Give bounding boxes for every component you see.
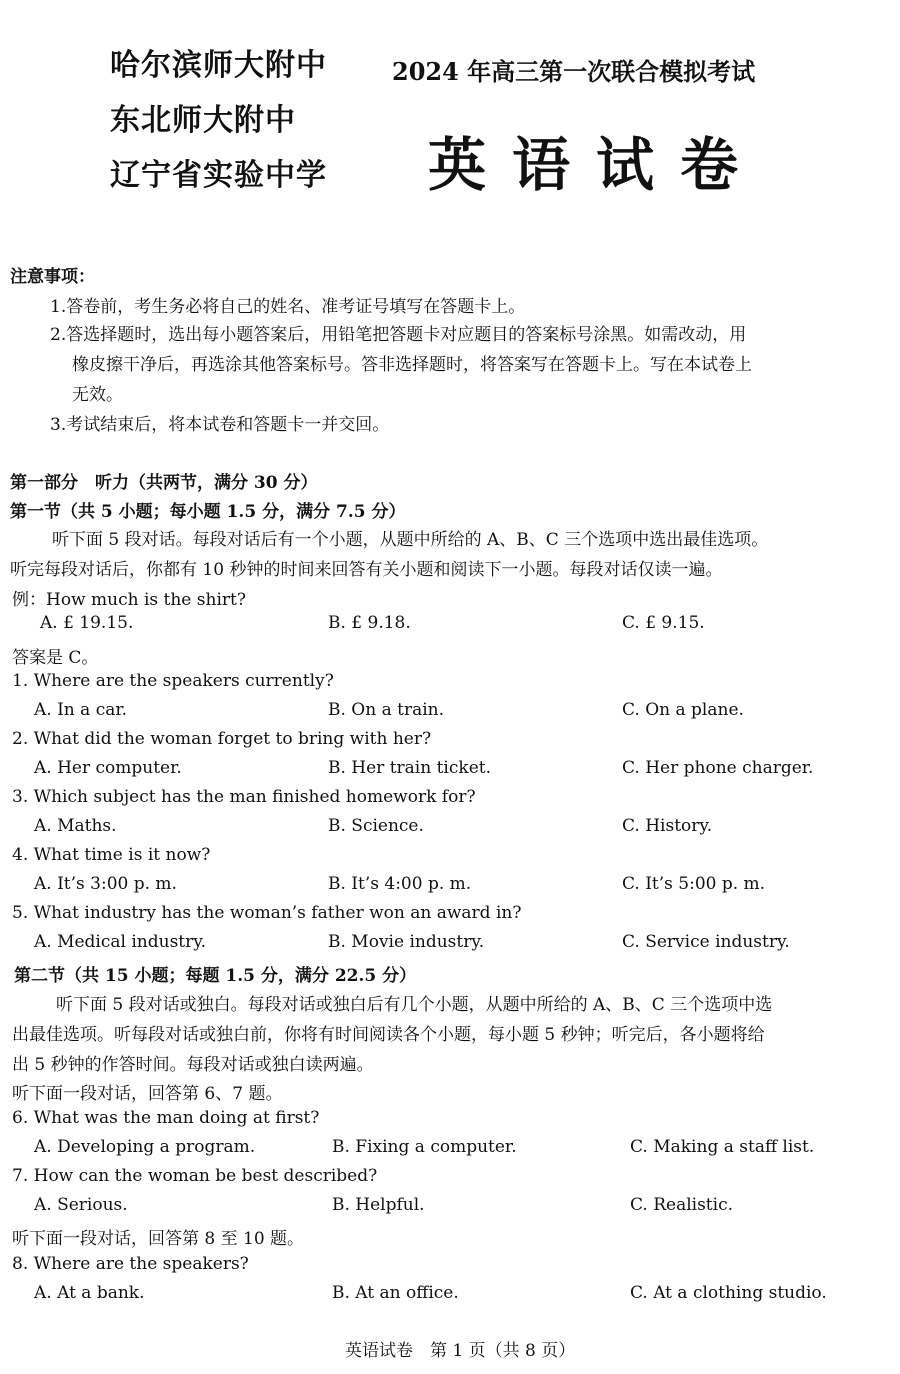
question-2-option-a: A. Her computer.: [34, 758, 182, 778]
question-5: 5. What industry has the woman’s father won an award in?: [12, 903, 522, 923]
question-3-option-c: C. History.: [622, 816, 713, 836]
question-7: 7. How can the woman be best described?: [12, 1166, 378, 1186]
notice-item: 橡皮擦干净后，再选涂其他答案标号。答非选择题时，将答案写在答题卡上。写在本试卷上: [72, 355, 752, 375]
question-2-option-c: C. Her phone charger.: [622, 758, 814, 778]
question-6: 6. What was the man doing at first?: [12, 1108, 320, 1128]
question-8-option-b: B. At an office.: [332, 1283, 459, 1303]
question-4: 4. What time is it now?: [12, 845, 211, 865]
group-lead: 听下面一段对话，回答第 6、7 题。: [12, 1084, 283, 1104]
question-1-option-a: A. In a car.: [34, 700, 128, 720]
section2-instructions: 出最佳选项。听每段对话或独白前，你将有时间阅读各个小题，每小题 5 秒钟；听完后，各小题将给: [12, 1025, 765, 1045]
section2-instructions: 出 5 秒钟的作答时间。每段对话或独白读两遍。: [12, 1055, 374, 1075]
example-answer: 答案是 C。: [12, 648, 99, 668]
notice-item: 1.答卷前，考生务必将自己的姓名、准考证号填写在答题卡上。: [50, 297, 526, 317]
notice-item: 3.考试结束后，将本试卷和答题卡一并交回。: [50, 415, 390, 435]
exam-title: 2024 年高三第一次联合模拟考试: [392, 57, 756, 86]
question-6-option-b: B. Fixing a computer.: [332, 1137, 517, 1157]
question-7-option-b: B. Helpful.: [332, 1195, 425, 1215]
notice-item: 2.答选择题时，选出每小题答案后，用铅笔把答题卡对应题目的答案标号涂黑。如需改动，用: [50, 325, 747, 345]
question-4-option-a: A. It’s 3:00 p. m.: [34, 874, 177, 894]
part1-title: 第一部分 听力（共两节，满分 30 分）: [10, 473, 318, 493]
question-7-option-c: C. Realistic.: [630, 1195, 733, 1215]
section1-instructions: 听完每段对话后，你都有 10 秒钟的时间来回答有关小题和阅读下一小题。每段对话仅读一遍。: [10, 560, 723, 580]
question-6-option-c: C. Making a staff list.: [630, 1137, 815, 1157]
question-3-option-b: B. Science.: [328, 816, 424, 836]
section2-instructions: 听下面 5 段对话或独白。每段对话或独白后有几个小题，从题中所给的 A、B、C 三个选项中选: [56, 995, 773, 1015]
question-5-option-a: A. Medical industry.: [34, 932, 207, 952]
question-5-option-c: C. Service industry.: [622, 932, 790, 952]
notice-title: 注意事项：: [10, 267, 95, 287]
question-4-option-b: B. It’s 4:00 p. m.: [328, 874, 472, 894]
question-8: 8. Where are the speakers?: [12, 1254, 249, 1274]
question-3: 3. Which subject has the man finished homework for?: [12, 787, 476, 807]
example-option-b: B. £ 9.18.: [328, 613, 411, 633]
question-2: 2. What did the woman forget to bring with her?: [12, 729, 432, 749]
question-7-option-a: A. Serious.: [34, 1195, 128, 1215]
example-option-c: C. £ 9.15.: [622, 613, 705, 633]
school-name-3: 辽宁省实验中学: [110, 158, 327, 193]
question-1: 1. Where are the speakers currently?: [12, 671, 334, 691]
question-8-option-c: C. At a clothing studio.: [630, 1283, 827, 1303]
section1-title: 第一节（共 5 小题；每小题 1.5 分，满分 7.5 分）: [10, 502, 406, 522]
question-5-option-b: B. Movie industry.: [328, 932, 485, 952]
question-1-option-c: C. On a plane.: [622, 700, 744, 720]
group-lead: 听下面一段对话，回答第 8 至 10 题。: [12, 1229, 305, 1249]
section2-title: 第二节（共 15 小题；每题 1.5 分，满分 22.5 分）: [14, 966, 417, 986]
school-name-2: 东北师大附中: [110, 103, 296, 138]
school-name-1: 哈尔滨师大附中: [110, 48, 327, 83]
example-option-a: A. £ 19.15.: [40, 613, 134, 633]
section1-instructions: 听下面 5 段对话。每段对话后有一个小题，从题中所给的 A、B、C 三个选项中选出最佳选项。: [52, 530, 769, 550]
question-1-option-b: B. On a train.: [328, 700, 445, 720]
page-footer: 英语试卷 第 1 页（共 8 页）: [345, 1341, 576, 1361]
question-3-option-a: A. Maths.: [34, 816, 117, 836]
question-2-option-b: B. Her train ticket.: [328, 758, 491, 778]
example-question: 例：How much is the shirt?: [12, 590, 246, 610]
notice-item: 无效。: [72, 385, 123, 405]
question-6-option-a: A. Developing a program.: [34, 1137, 256, 1157]
question-8-option-a: A. At a bank.: [34, 1283, 145, 1303]
subject-title: 英语试卷: [428, 131, 765, 199]
question-4-option-c: C. It’s 5:00 p. m.: [622, 874, 766, 894]
